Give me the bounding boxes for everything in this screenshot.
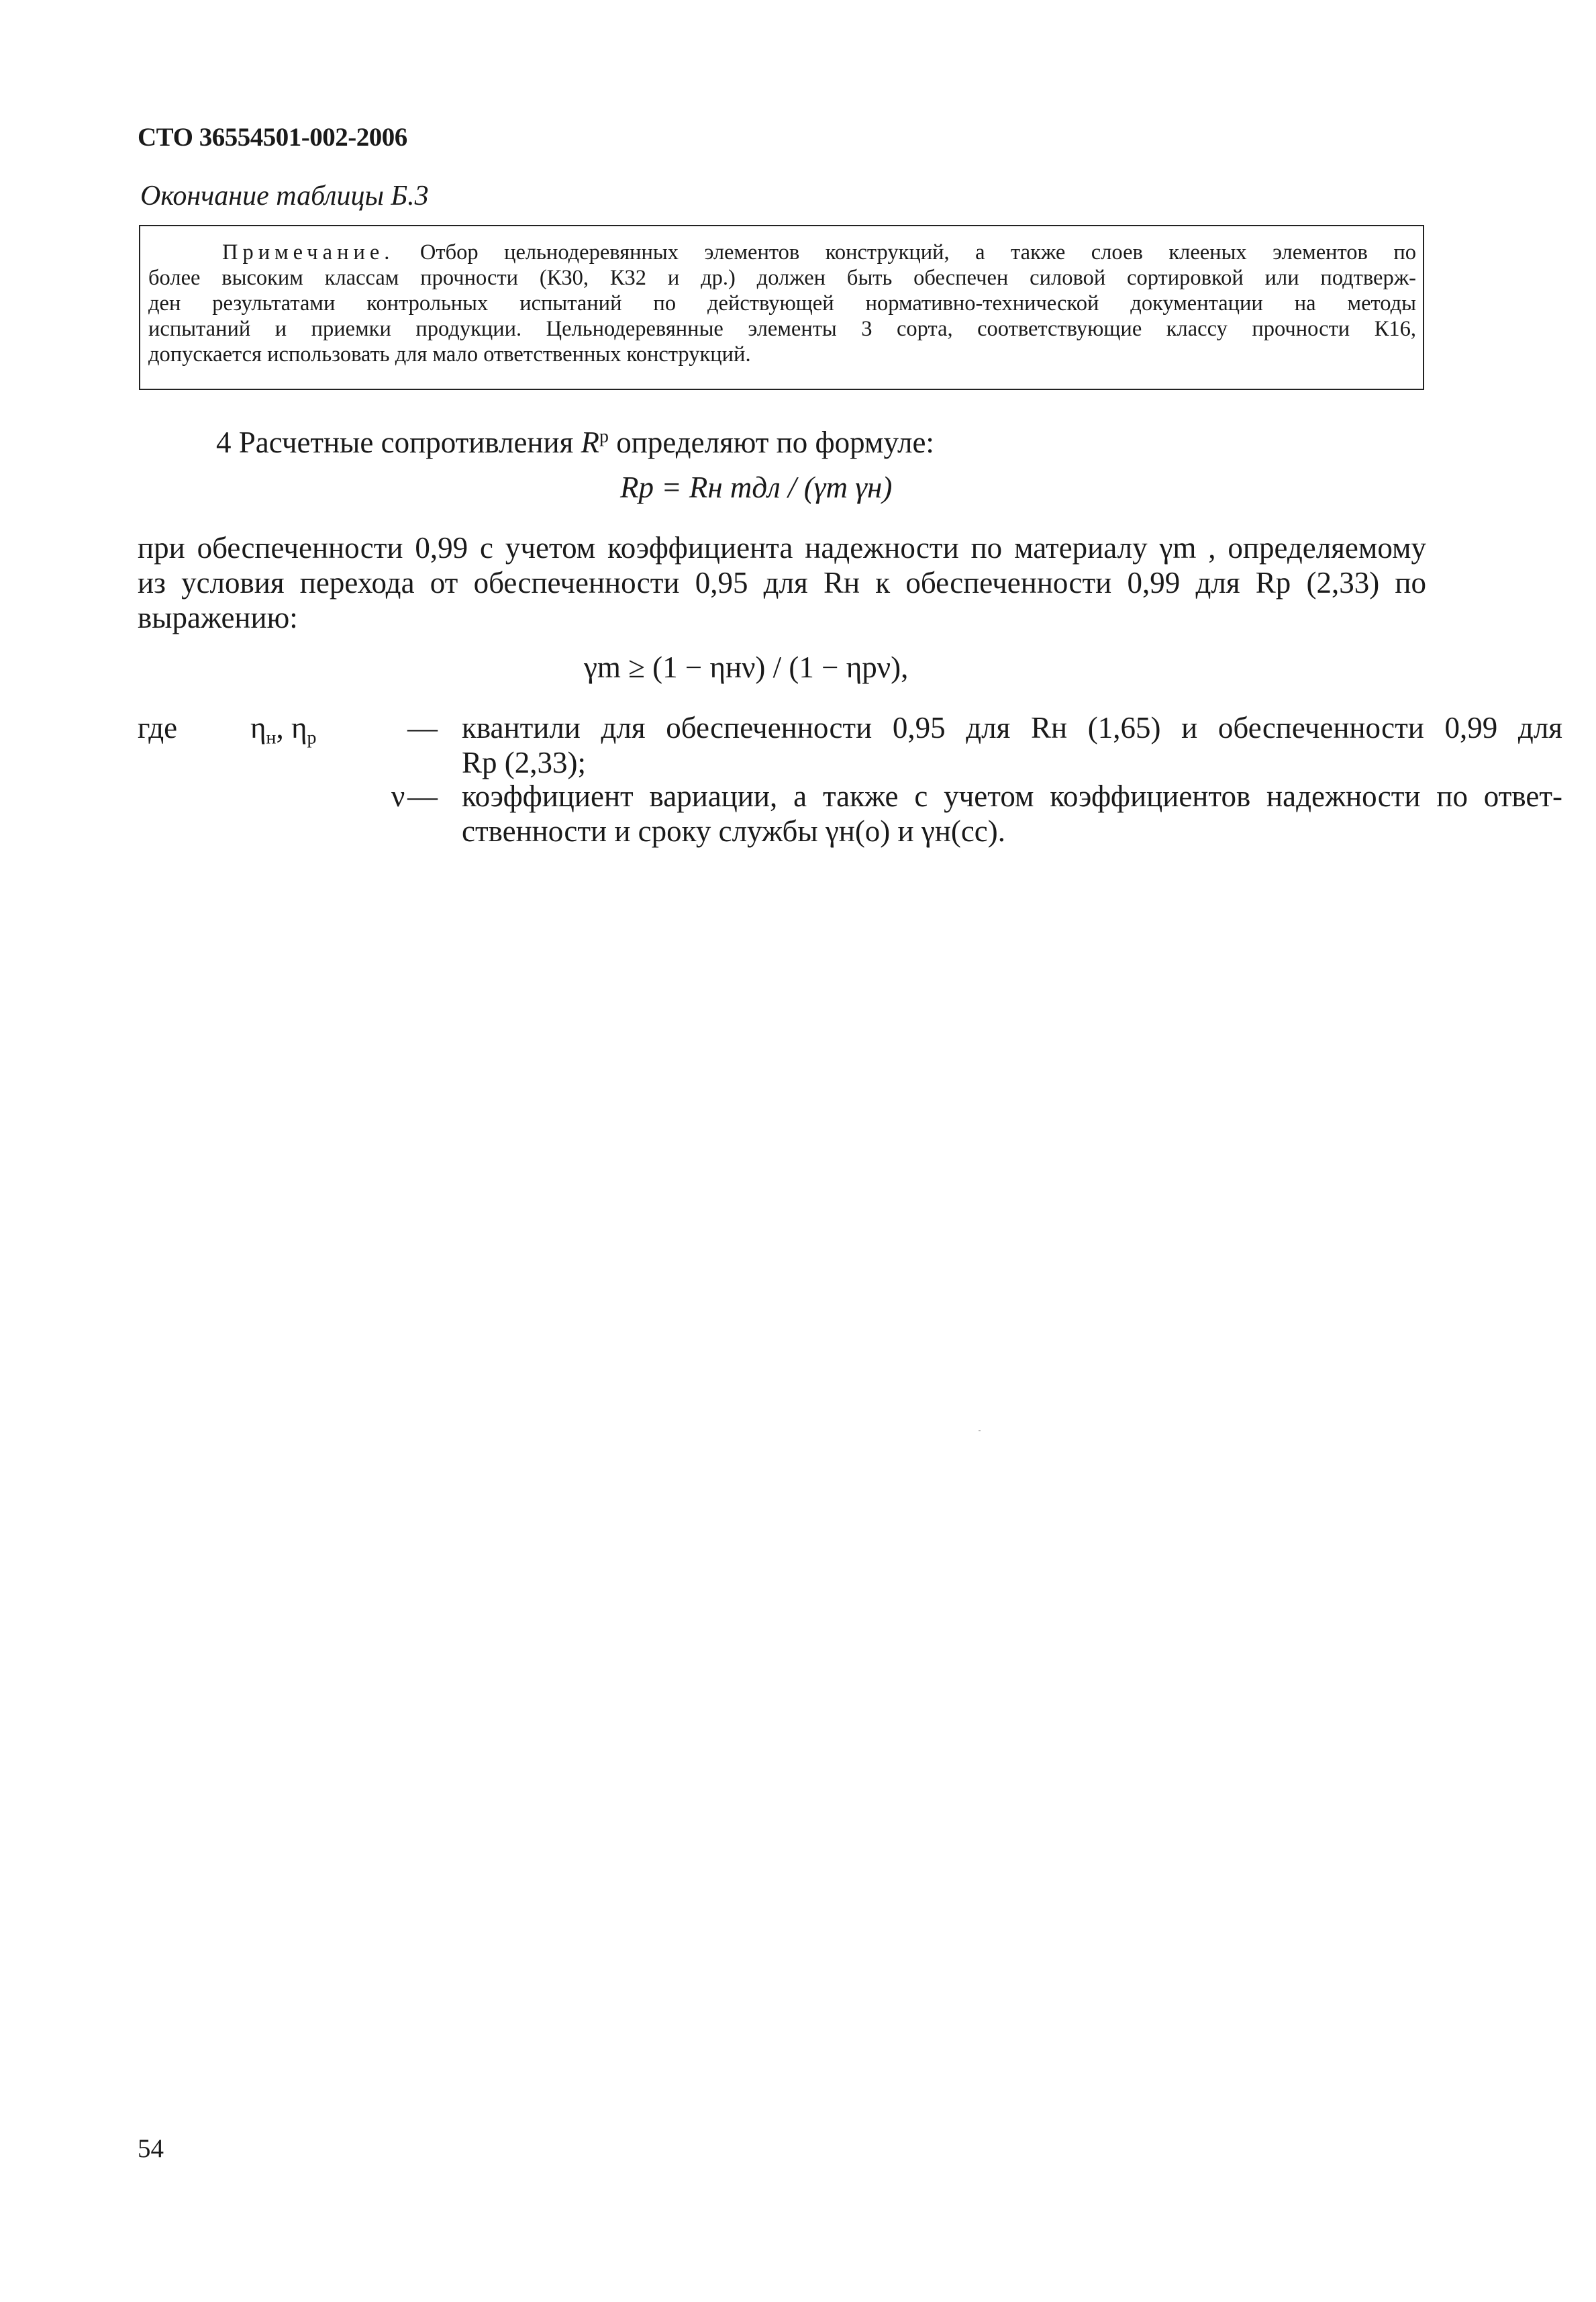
formula-design-resistance: Rр = Rн mдл / (γm γн)	[620, 471, 893, 504]
where-desc-variation	[462, 779, 1562, 849]
section-4-intro: 4 Расчетные сопротивления $R^р$ определяют по формуле:	[216, 426, 934, 459]
note-line-2: более высоким классам прочности (К30, К32 и др.) должен быть обеспечен силовой сортировкой или подтверж-	[148, 266, 1416, 290]
where-item-quantiles	[138, 710, 1567, 784]
body-line-3: выражению:	[138, 601, 298, 634]
where-symbol-variation: ν	[391, 779, 405, 813]
where-desc-quantiles-line-1: квантили для обеспеченности 0,95 для Rн (1,65) и обеспеченности 0,99 для	[462, 711, 1562, 745]
where-word: где	[138, 711, 178, 745]
section-4-body	[138, 530, 1426, 635]
where-desc-quantiles	[462, 710, 1562, 780]
section-4-intro-end: определяют по формуле:	[609, 426, 934, 459]
where-dash: —	[407, 711, 438, 745]
body-line-1: при обеспеченности 0,99 с учетом коэффициента надежности по материалу γm , определяемому	[138, 531, 1426, 565]
note-line-1-text: Отбор цельнодеревянных элементов конструкций, а также слоев клееных элементов по	[419, 240, 1417, 265]
note-line-1	[148, 240, 1416, 265]
table-note-box	[139, 225, 1424, 390]
document-code: СТО 36554501-002-2006	[138, 123, 407, 152]
scan-speck	[979, 1430, 981, 1431]
page-number: 54	[138, 2134, 164, 2163]
note-line-4: испытаний и приемки продукции. Цельнодеревянные элементы 3 сорта, соответствующие классу прочности К16,	[148, 317, 1416, 341]
body-line-2: из условия перехода от обеспеченности 0,95 для Rн к обеспеченности 0,99 для Rр (2,33) по	[138, 566, 1426, 600]
where-item-variation	[138, 779, 1567, 853]
note-line-3: ден результатами контрольных испытаний по действующей нормативно-технической документации на методы	[148, 291, 1416, 316]
section-4-intro-start: 4 Расчетные сопротивления	[216, 426, 581, 459]
formula-material-factor: γm ≥ (1 − ηнν) / (1 − ηрν),	[584, 651, 909, 684]
where-dash: —	[407, 779, 438, 813]
where-desc-variation-line-2: ственности и сроку службы γн(о) и γн(сс).	[462, 814, 1005, 848]
where-desc-quantiles-line-2: Rр (2,33);	[462, 746, 586, 779]
note-line-5: допускается использовать для мало ответственных конструкций.	[148, 342, 751, 367]
table-continuation-caption: Окончание таблицы Б.3	[140, 181, 429, 211]
where-symbol-quantiles: $\eta_н$, $\eta_р$	[250, 711, 317, 749]
note-label: Примечание.	[222, 240, 395, 265]
where-desc-variation-line-1: коэффициент вариации, а также с учетом коэффициентов надежности по ответ-	[462, 779, 1562, 813]
